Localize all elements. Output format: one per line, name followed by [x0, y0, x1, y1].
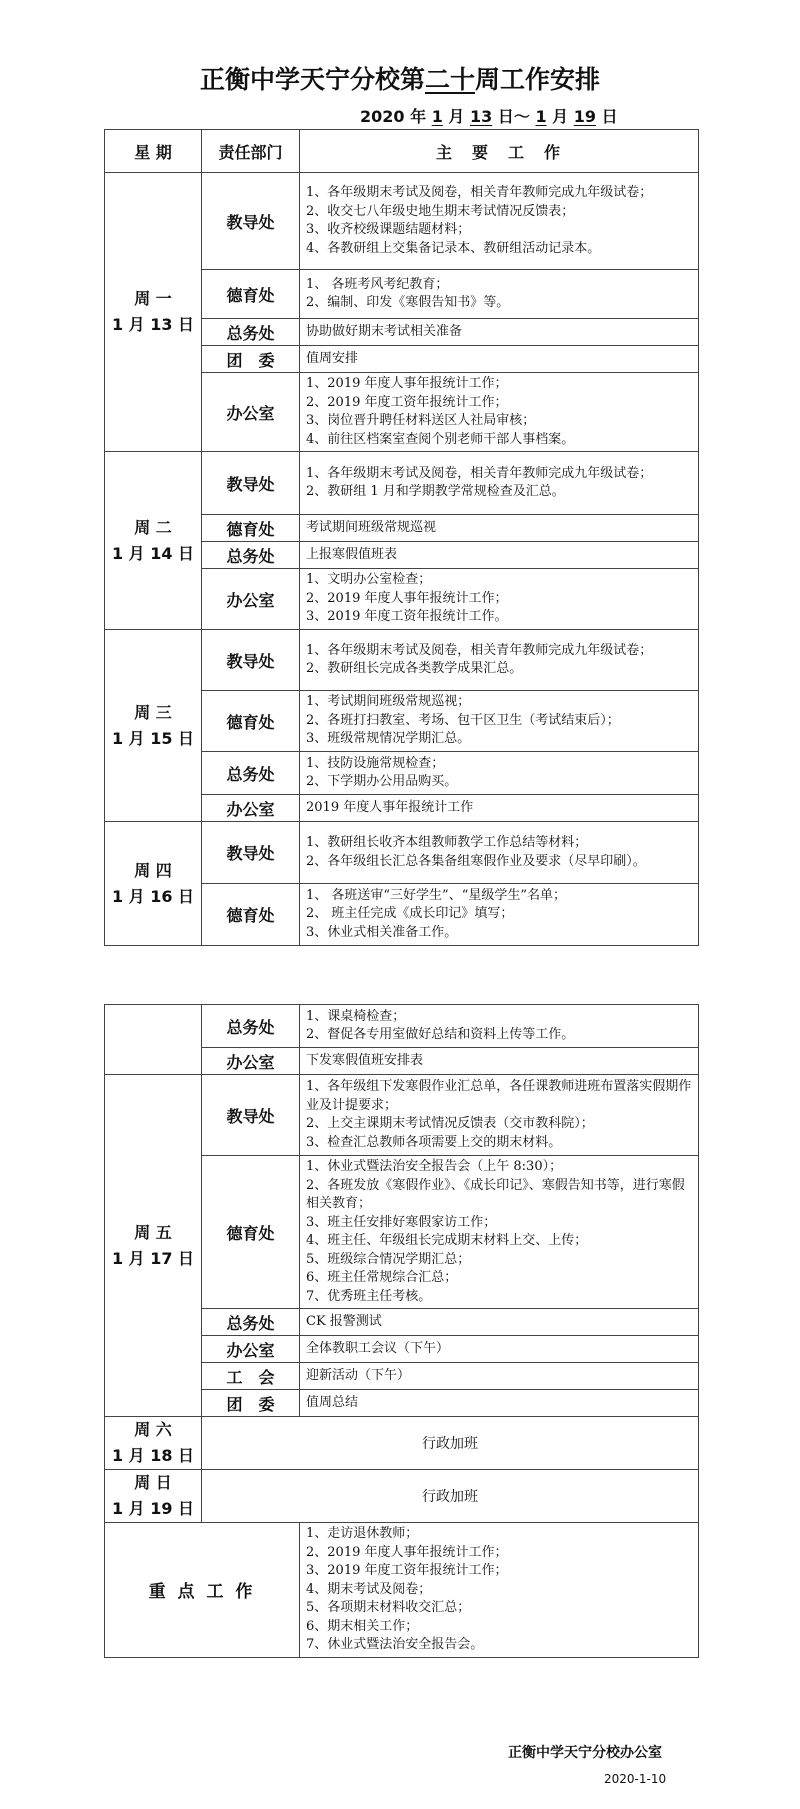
dept-cell: 团 委 — [202, 1390, 300, 1417]
work-cell — [300, 1075, 699, 1156]
dept-cell: 办公室 — [202, 795, 300, 822]
dept-cell: 总务处 — [202, 1309, 300, 1336]
work-item: 3、班主任安排好寒假家访工作； — [306, 1214, 497, 1230]
day-cell — [105, 822, 202, 946]
day-label: 周 日 — [134, 1473, 172, 1492]
work-item: 3、检查汇总教师各项需要上交的期末材料。 — [306, 1134, 562, 1150]
key-work-item: 7、休业式暨法治安全报告会。 — [306, 1637, 484, 1652]
work-item: 1、文明办公室检查； — [306, 572, 432, 588]
work-item: 2、收交七八年级史地生期末考试情况反馈表； — [306, 203, 575, 219]
work-item: 3、收齐校级课题结题材料； — [306, 222, 471, 237]
footer-office: 正衡中学天宁分校办公室 — [508, 1745, 662, 1761]
dept-cell: 德育处 — [202, 884, 300, 946]
work-item: 3、休业式相关准备工作。 — [306, 924, 458, 940]
work-item: 1、技防设施常规检查； — [306, 755, 445, 771]
work-item: 1、休业式暨法治安全报告会（上午 8:30）； — [306, 1159, 563, 1174]
date-text-3: 月 — [552, 107, 569, 126]
dept-cell: 德育处 — [202, 515, 300, 542]
key-work-row — [105, 1523, 699, 1658]
date-end-day: 19 — [573, 107, 597, 126]
work-cell — [300, 346, 699, 373]
day-cell — [105, 452, 202, 630]
dept-cell: 德育处 — [202, 691, 300, 752]
work-item: 5、班级综合情况学期汇总； — [306, 1251, 471, 1267]
work-item: 2、各年级组长汇总各集备组寒假作业及要求（尽早印刷）。 — [306, 853, 646, 869]
work-item: 4、前往区档案室查阅个别老师干部人事档案。 — [306, 431, 575, 447]
page-title — [0, 60, 800, 96]
work-cell — [300, 752, 699, 795]
header-dept: 责任部门 — [202, 130, 300, 173]
table-header-row — [105, 130, 699, 173]
dept-cell: 教导处 — [202, 1075, 300, 1156]
work-item: 1、 各班送审“三好学生”、“星级学生”名单； — [306, 887, 566, 903]
work-item: 全体教职工会议（下午） — [306, 1340, 450, 1356]
work-item: 2、编制、印发《寒假告知书》等。 — [306, 295, 510, 310]
key-work-label: 重 点 工 作 — [105, 1523, 300, 1658]
work-item: 2、教研组长完成各类教学成果汇总。 — [306, 661, 523, 676]
date-text-1: 月 — [448, 107, 465, 126]
continued-day-cell — [105, 1005, 202, 1075]
work-item: 2、各班发放《寒假作业》、《成长印记》、寒假告知书等，进行寒假相关教育； — [306, 1177, 685, 1211]
work-item: 1、教研组长收齐本组教师教学工作总结等材料； — [306, 835, 588, 850]
table-row — [105, 1005, 699, 1048]
work-item: 1、2019 年度人事年报统计工作； — [306, 376, 508, 391]
day-label: 周 一 — [134, 289, 172, 308]
work-cell — [300, 822, 699, 884]
schedule-table-part-1 — [104, 129, 699, 946]
dept-cell: 教导处 — [202, 173, 300, 270]
work-item: 1、各年级期末考试及阅卷，相关青年教师完成九年级试卷； — [306, 642, 653, 658]
key-work-item: 1、走访退休教师； — [306, 1526, 419, 1541]
day-cell — [105, 1075, 202, 1417]
day-label: 1 月 14 日 — [111, 543, 195, 563]
work-item: 考试期间班级常规巡视 — [306, 519, 437, 535]
weekend-work-cell: 行政加班 — [202, 1470, 699, 1523]
work-cell — [300, 452, 699, 515]
dept-cell: 教导处 — [202, 630, 300, 691]
work-item: 协助做好期末考试相关准备 — [306, 323, 463, 339]
work-cell — [300, 270, 699, 319]
work-cell — [300, 1336, 699, 1363]
work-item: 2、 班主任完成《成长印记》填写； — [306, 906, 514, 922]
work-cell — [300, 1048, 699, 1075]
work-cell — [300, 1390, 699, 1417]
day-label: 周 五 — [134, 1222, 172, 1242]
date-text-2: 日～ — [497, 107, 530, 126]
day-cell — [105, 173, 202, 452]
date-start-month: 1 — [431, 107, 443, 126]
work-item: 3、2019 年度工资年报统计工作。 — [306, 609, 508, 625]
key-work-item: 4、期末考试及阅卷； — [306, 1581, 432, 1597]
work-item: 值周安排 — [306, 350, 359, 366]
work-cell — [300, 1156, 699, 1309]
day-label: 1 月 13 日 — [111, 315, 195, 334]
key-work-item: 6、期末相关工作； — [306, 1618, 419, 1634]
work-item: 1、各年级组下发寒假作业汇总单，各任课教师进班布置落实假期作业及计提要求； — [306, 1079, 692, 1113]
work-item: 7、优秀班主任考核。 — [306, 1288, 432, 1304]
table-row — [105, 1075, 699, 1156]
dept-cell: 德育处 — [202, 270, 300, 319]
work-cell — [300, 542, 699, 569]
day-label: 1 月 16 日 — [111, 886, 195, 906]
work-cell — [300, 569, 699, 630]
date-year: 2020 年 — [360, 107, 427, 126]
work-cell — [300, 630, 699, 691]
work-item: 2019 年度人事年报统计工作 — [306, 799, 474, 815]
date-start-day: 13 — [470, 107, 493, 126]
table-row — [105, 822, 699, 884]
work-item: 1、考试期间班级常规巡视； — [306, 694, 471, 710]
work-item: 3、班级常规情况学期汇总。 — [306, 731, 471, 747]
header-day: 星 期 — [105, 130, 202, 173]
dept-cell: 办公室 — [202, 1048, 300, 1075]
title-prefix: 正衡中学天宁分校第 — [199, 65, 425, 94]
day-label: 周 六 — [134, 1420, 172, 1439]
work-cell — [300, 373, 699, 452]
key-work-cell — [300, 1523, 699, 1658]
dept-cell: 办公室 — [202, 569, 300, 630]
work-cell — [300, 173, 699, 270]
work-item: 2、各班打扫教室、考场、包干区卫生（考试结束后）； — [306, 712, 620, 728]
work-item: 1、课桌椅检查； — [306, 1008, 406, 1024]
work-item: 2、2019 年度工资年报统计工作； — [306, 394, 508, 410]
day-cell — [105, 1470, 202, 1523]
work-cell — [300, 884, 699, 946]
work-item: 1、各年级期末考试及阅卷，相关青年教师完成九年级试卷； — [306, 185, 653, 200]
dept-cell: 德育处 — [202, 1156, 300, 1309]
title-suffix: 周工作安排 — [475, 65, 601, 94]
work-item: 4、各教研组上交集备记录本、教研组活动记录本。 — [306, 240, 601, 256]
dept-cell: 团 委 — [202, 346, 300, 373]
day-label: 1 月 19 日 — [111, 1499, 195, 1518]
dept-cell: 总务处 — [202, 752, 300, 795]
day-cell — [105, 1417, 202, 1470]
work-item: 4、班主任、年级组长完成期末材料上交、上传； — [306, 1233, 588, 1248]
table-row — [105, 452, 699, 515]
title-week: 二十 — [424, 65, 475, 94]
weekend-row — [105, 1470, 699, 1523]
work-item: 2、教研组 1 月和学期教学常规检查及汇总。 — [306, 484, 565, 499]
table-row — [105, 173, 699, 270]
dept-cell: 工 会 — [202, 1363, 300, 1390]
dept-cell: 办公室 — [202, 373, 300, 452]
work-item: 迎新活动（下午） — [306, 1367, 411, 1383]
weekend-work-cell: 行政加班 — [202, 1417, 699, 1470]
day-label: 周 三 — [134, 702, 172, 722]
work-item: 2、下学期办公用品购买。 — [306, 774, 458, 789]
footer-date: 2020-1-10 — [604, 1772, 667, 1786]
work-item: 2、2019 年度人事年报统计工作； — [306, 590, 508, 606]
work-cell — [300, 691, 699, 752]
work-cell — [300, 1005, 699, 1048]
date-range — [360, 104, 618, 127]
dept-cell: 教导处 — [202, 452, 300, 515]
key-work-item: 5、各项期末材料收交汇总； — [306, 1600, 471, 1615]
table-row — [105, 630, 699, 691]
day-label: 周 四 — [134, 860, 172, 880]
work-cell — [300, 795, 699, 822]
work-item: 下发寒假值班安排表 — [306, 1052, 424, 1068]
dept-cell: 办公室 — [202, 1336, 300, 1363]
work-cell — [300, 319, 699, 346]
day-label: 1 月 17 日 — [111, 1248, 195, 1268]
key-work-item: 2、2019 年度人事年报统计工作； — [306, 1544, 508, 1560]
day-label: 周 二 — [134, 517, 172, 537]
day-cell — [105, 630, 202, 822]
work-item: 3、岗位晋升聘任材料送区人社局审核； — [306, 413, 536, 428]
dept-cell: 总务处 — [202, 1005, 300, 1048]
schedule-table-part-2 — [104, 1004, 699, 1658]
work-item: 值周总结 — [306, 1394, 359, 1410]
dept-cell: 总务处 — [202, 542, 300, 569]
date-text-4: 日 — [601, 107, 618, 126]
work-item: 2、上交主课期末考试情况反馈表（交市教科院）； — [306, 1116, 594, 1131]
work-item: CK 报警测试 — [306, 1313, 382, 1329]
header-work: 主 要 工 作 — [300, 130, 699, 173]
key-work-item: 3、2019 年度工资年报统计工作； — [306, 1563, 508, 1578]
work-cell — [300, 1309, 699, 1336]
weekend-row — [105, 1417, 699, 1470]
work-item: 2、督促各专用室做好总结和资料上传等工作。 — [306, 1027, 575, 1042]
day-label: 1 月 15 日 — [111, 728, 195, 748]
work-cell — [300, 515, 699, 542]
work-item: 6、班主任常规综合汇总； — [306, 1270, 458, 1285]
date-end-month: 1 — [535, 107, 547, 126]
work-item: 1、各年级期末考试及阅卷，相关青年教师完成九年级试卷； — [306, 465, 653, 481]
work-cell — [300, 1363, 699, 1390]
work-item: 上报寒假值班表 — [306, 546, 398, 562]
day-label: 1 月 18 日 — [111, 1446, 195, 1465]
work-item: 1、 各班考风考纪教育； — [306, 276, 449, 292]
dept-cell: 教导处 — [202, 822, 300, 884]
dept-cell: 总务处 — [202, 319, 300, 346]
